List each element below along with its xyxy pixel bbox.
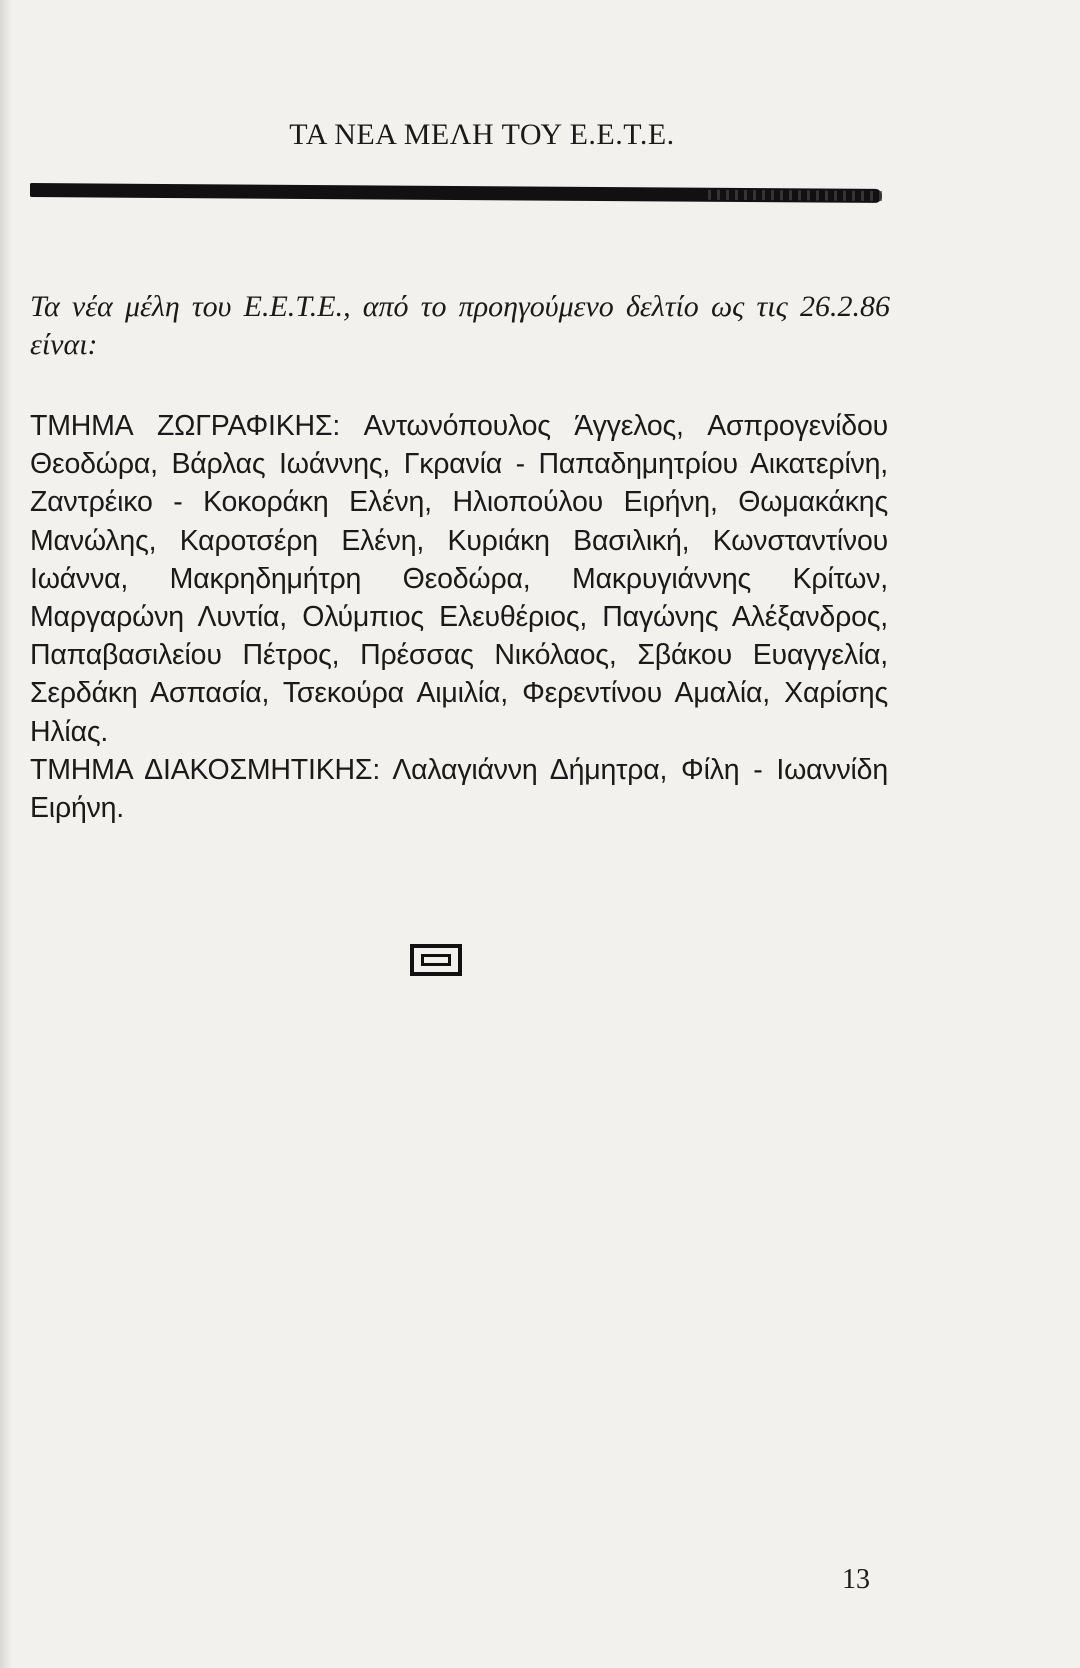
decorative-section <box>30 751 888 827</box>
members-list <box>30 407 888 827</box>
painting-section <box>30 407 888 751</box>
page-title: ΤΑ ΝΕΑ ΜΕΛΗ ΤΟΥ Ε.Ε.Τ.Ε. <box>289 118 675 151</box>
intro-paragraph: Τα νέα μέλη του Ε.Ε.Τ.Ε., από το προηγούμενο δελτίο ως τις 26.2.86 είναι: <box>30 290 890 361</box>
decorative-section-heading: ΤΜΗΜΑ ΔΙΑΚΟΣΜΗΤΙΚΗΣ: <box>30 753 381 786</box>
decorative-section-members: Λαλαγιάννη Δήμητρα, Φίλη - Ιωαννίδη Ειρήνη. <box>30 753 888 825</box>
painting-section-heading: ΤΜΗΜΑ ΖΩΓΡΑΦΙΚΗΣ: <box>30 410 341 442</box>
end-mark-icon <box>410 944 462 976</box>
painting-section-members: Αντωνόπουλος Άγγελος, Ασπρογενίδου Θεοδώρα, Βάρλας Ιωάννης, Γκρανία - Παπαδημητρίου Αικατερίνη, Ζαντρέικο - Κοκοράκη Ελένη, Ηλιοπούλου Ειρήνη, Θωμακάκης Μανώλης, Καροτσέρη Ελένη, Κυριάκη Βασιλική, Κωνσταντίνου Ιωάννα, Μακρηδημήτρη Θεοδώρα, Μακρυγιάννης Κρίτων, Μαργαρώνη Λυντία, Ολύμπιος Ελευθέριος, Παγώνης Αλέξανδρος, Παπαβασιλείου Πέτρος, Πρέσσας Νικόλαος, Σβάκου Ευαγγελία, Σερδάκη Ασπασία, Τσεκούρα Αιμιλία, Φερεντίνου Αμαλία, Χαρίσης Ηλίας. <box>30 410 888 748</box>
title-rule <box>30 183 882 203</box>
page-edge <box>0 0 12 1668</box>
page-number: 13 <box>842 1564 870 1595</box>
